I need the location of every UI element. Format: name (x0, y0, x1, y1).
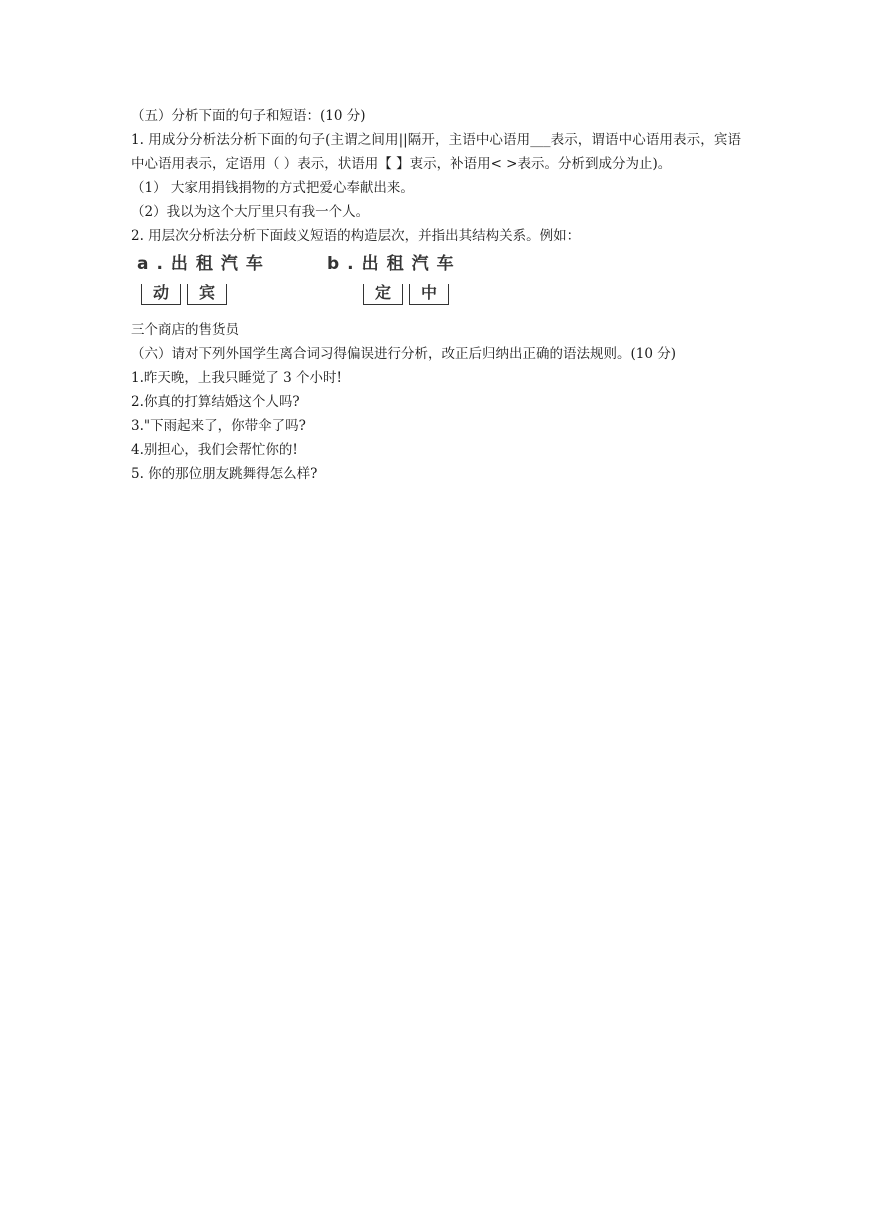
q1-intro: 1. 用成分分析法分析下面的句子(主谓之间用||隔开，主语中心语用___表示，谓语中心语用表示，宾语中心语用表示，定语用（ ）表示，状语用【 】衷示，补语用< >表示。分析到成分为止)。 (131, 132, 741, 172)
q1-item-1: （1） 大家用捐钱捐物的方式把爱心奉献出来。 (131, 180, 414, 196)
section6-title: （六）请对下列外国学生离合词习得偏误进行分析，改正后归纳出正确的语法规则。(10 分) (131, 346, 677, 362)
section5-title: （五）分析下面的句子和短语：(10 分) (131, 108, 366, 124)
example-a-label-object: 宾 (187, 284, 227, 305)
example-diagram (131, 248, 491, 318)
example-b-label-head: 中 (409, 284, 449, 305)
example-b-phrase: b.出租汽车 (327, 254, 462, 274)
q2-intro: 2. 用层次分析法分析下面歧义短语的构造层次，并指出其结构关系。例如： (131, 228, 581, 244)
example-a-brackets (141, 284, 233, 305)
section6-item-5: 5. 你的那位朋友跳舞得怎么样? (131, 466, 318, 482)
section6-item-4: 4.别担心，我们会帮忙你的! (131, 442, 298, 458)
document-page (131, 104, 741, 486)
q2-item: 三个商店的售货员 (131, 322, 239, 338)
section6-item-2: 2.你真的打算结婚这个人吗? (131, 394, 300, 410)
example-a-phrase: a.出租汽车 (137, 254, 271, 274)
example-b-brackets (363, 284, 455, 305)
example-a-label-verb: 动 (141, 284, 181, 305)
q1-item-2: （2）我以为这个大厅里只有我一个人。 (131, 204, 370, 220)
section6-item-3: 3."下雨起来了，你带伞了吗? (131, 418, 306, 434)
example-b-label-modifier: 定 (363, 284, 403, 305)
section6-item-1: 1.昨天晚，上我只睡觉了 3 个小时! (131, 370, 342, 386)
